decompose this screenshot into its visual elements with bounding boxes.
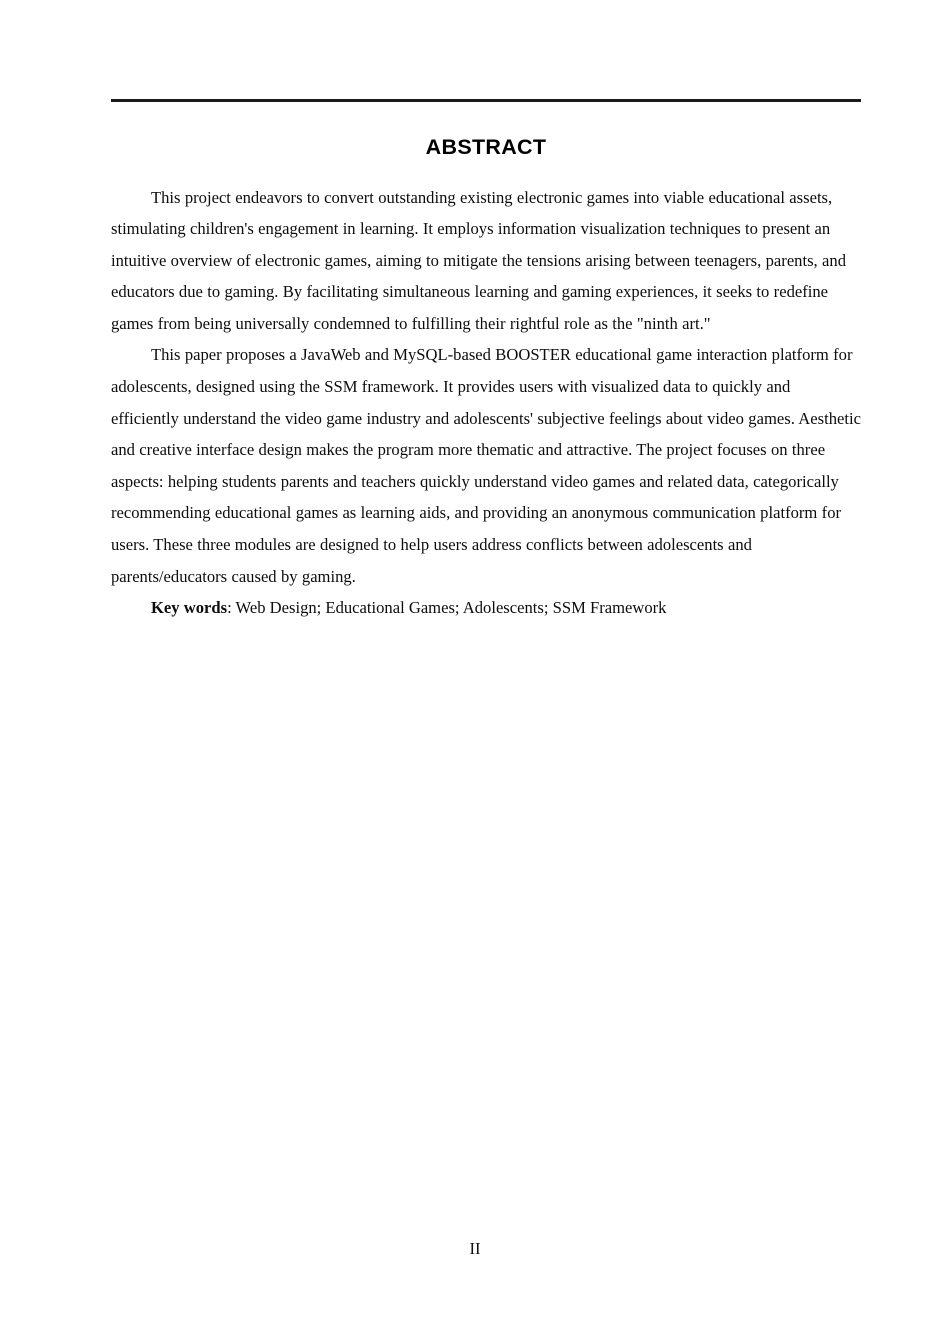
keywords-label: Key words <box>151 598 228 618</box>
page-title: ABSTRACT <box>425 135 547 159</box>
keywords-line <box>111 592 861 624</box>
abstract-paragraph-2: This paper proposes a JavaWeb and MySQL-based BOOSTER educational game interaction platform for adolescents, designed using the SSM framework. It provides users with visualized data to quickly and efficiently understand the video game industry and adolescents' subjective feelings about video games. Aesthetic and creative interface design makes the program more thematic and attractive. The project focuses on three aspects: helping students parents and teachers quickly understand video games and related data, categorically recommending educational games as learning aids, and providing an anonymous communication platform for users. These three modules are designed to help users address conflicts between adolescents and parents/educators caused by gaming. <box>111 345 861 586</box>
abstract-paragraph-1: This project endeavors to convert outstanding existing electronic games into viable educational assets, stimulating children's engagement in learning. It employs information visualization techniques to present an intuitive overview of electronic games, aiming to mitigate the tensions arising between teenagers, parents, and educators due to gaming. By facilitating simultaneous learning and gaming experiences, it seeks to redefine games from being universally condemned to fulfilling their rightful role as the "ninth art." <box>111 187 846 333</box>
page-number-footer: II <box>469 1239 481 1258</box>
page-content <box>111 0 861 624</box>
keywords-value: : Web Design; Educational Games; Adolescents; SSM Framework <box>227 598 667 618</box>
